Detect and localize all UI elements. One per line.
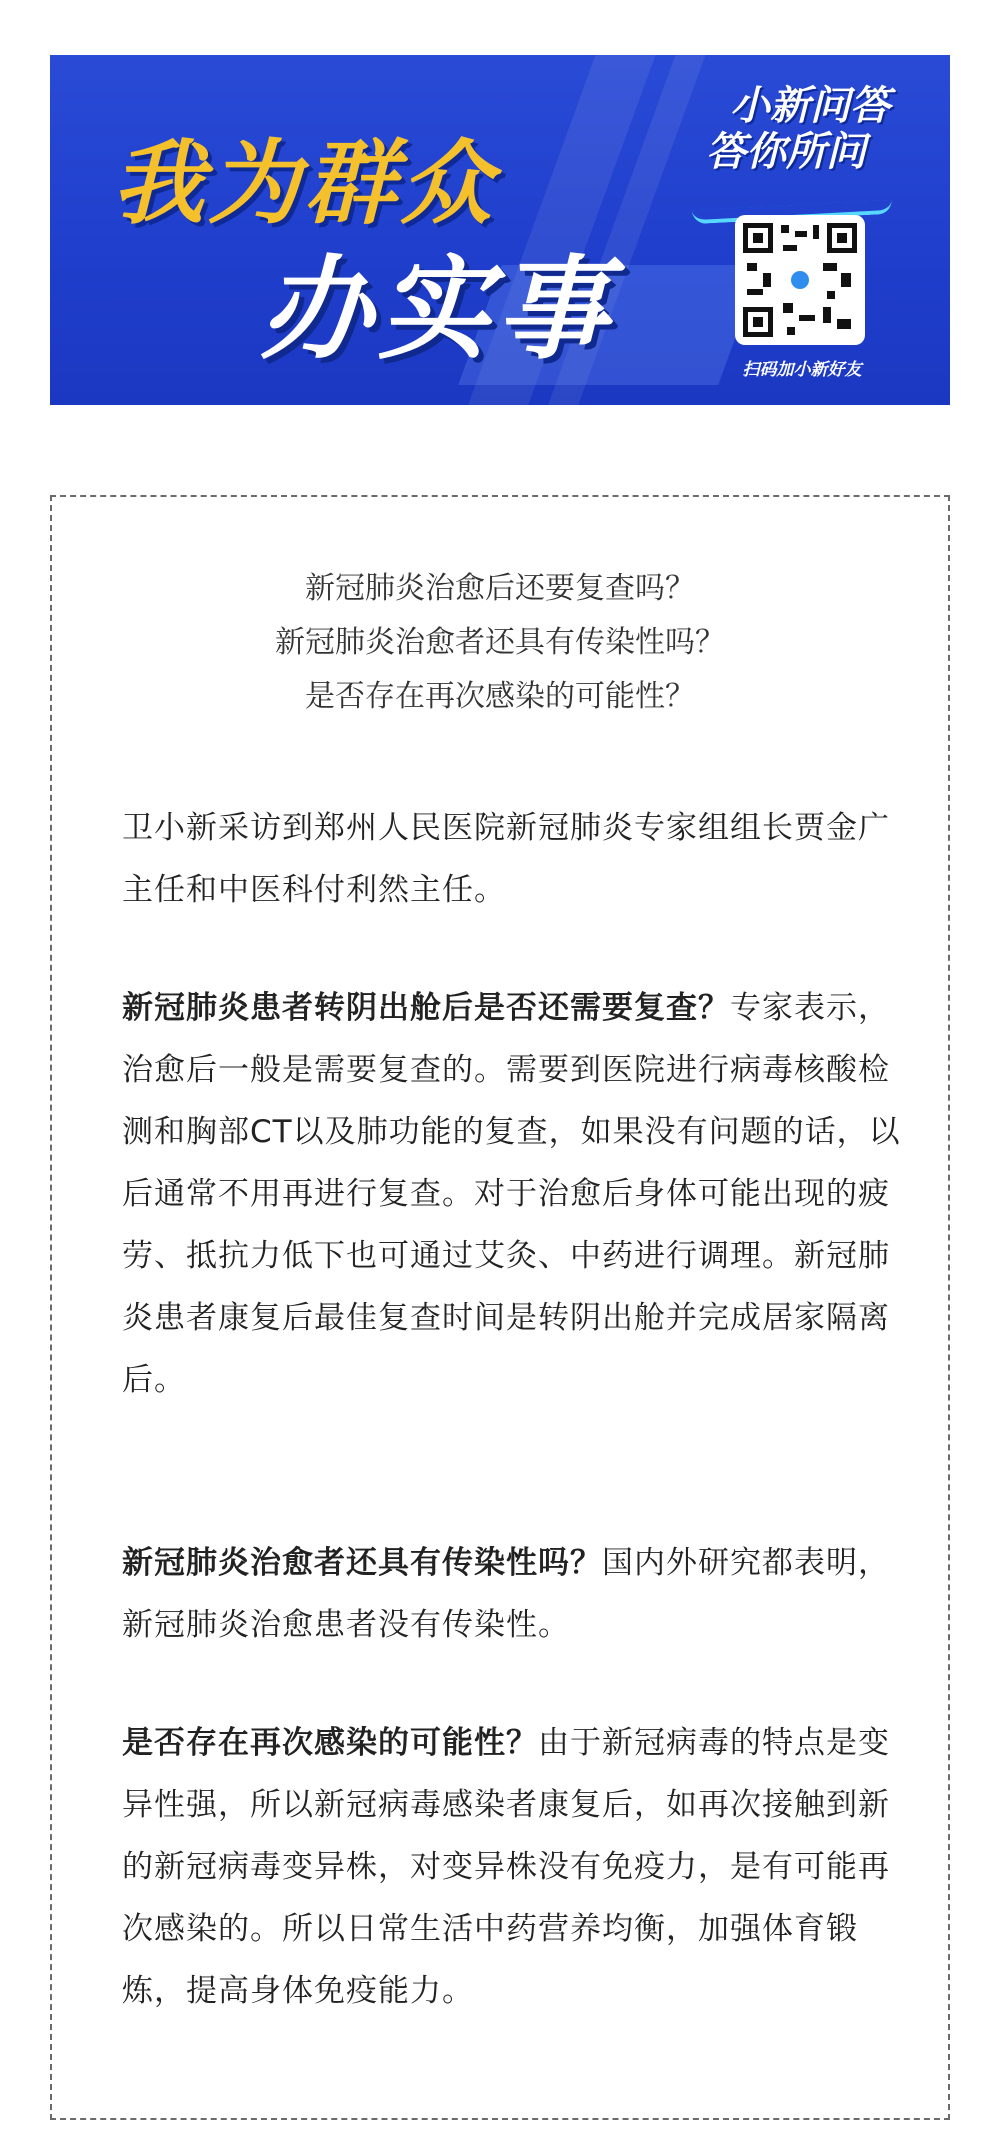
slogan-line-1: 我为群众 [112,130,497,237]
qr-module [783,303,793,313]
qr-module [813,225,819,239]
qr-caption: 扫码加小新好友 [742,360,862,380]
qr-finder [827,223,857,253]
qr-module [781,225,789,233]
qa-brand-logo [706,83,890,175]
answer-paragraph-reinfection [122,1712,902,2022]
answer-paragraph-contagious [122,1532,902,1656]
slogan-line-2: 办实事 [260,245,614,375]
question-list [52,562,948,724]
qr-module [783,245,797,251]
header-banner [50,55,950,405]
qr-center-logo-icon [788,268,812,292]
answer-paragraph-recheck [122,977,902,1411]
section-question: 新冠肺炎患者转阴出舱后是否还需要复查？ [122,990,730,1026]
qr-module [799,315,815,321]
qr-module [787,327,795,335]
section-answer: 由于新冠病毒的特点是变异性强，所以新冠病毒感染者康复后，如再次接触到新的新冠病毒变异株，对变异株没有免疫力，是有可能再次感染的。所以日常生活中药营养均衡，加强体育锻炼，提高身体免疫能力。 [122,1725,890,2009]
qr-module [837,319,851,329]
qr-code[interactable] [735,215,865,345]
qr-module [795,231,807,237]
section-answer: 国内外研究都表明，新冠肺炎治愈患者没有传染性。 [122,1545,890,1643]
qr-finder [743,307,773,337]
qr-module [763,273,771,287]
qr-module [747,289,763,295]
qr-module [827,291,835,299]
question-item: 新冠肺炎治愈后还要复查吗？ [305,571,695,606]
qr-finder [743,223,773,253]
brand-line-1: 小新问答 [730,83,890,129]
article-card [50,495,950,2120]
section-question: 新冠肺炎治愈者还具有传染性吗？ [122,1545,602,1581]
question-item: 是否存在再次感染的可能性？ [305,679,695,714]
qr-module [823,263,837,271]
qr-module [823,307,831,323]
intro-paragraph: 卫小新采访到郑州人民医院新冠肺炎专家组组长贾金广主任和中医科付利然主任。 [122,810,890,908]
qr-module [747,263,757,271]
qr-module [841,273,851,287]
brand-line-2: 答你所问 [706,129,866,175]
section-answer: 专家表示，治愈后一般是需要复查的。需要到医院进行病毒核酸检测和胸部CT以及肺功能的复查，如果没有问题的话，以后通常不用再进行复查。对于治愈后身体可能出现的疲劳、抵抗力低下也可通过艾灸、中药进行调理。新冠肺炎患者康复后最佳复查时间是转阴出舱并完成居家隔离后。 [122,990,901,1398]
section-question: 是否存在再次感染的可能性？ [122,1725,538,1761]
qr-code-pattern [743,223,857,337]
question-item: 新冠肺炎治愈者还具有传染性吗？ [275,625,725,660]
